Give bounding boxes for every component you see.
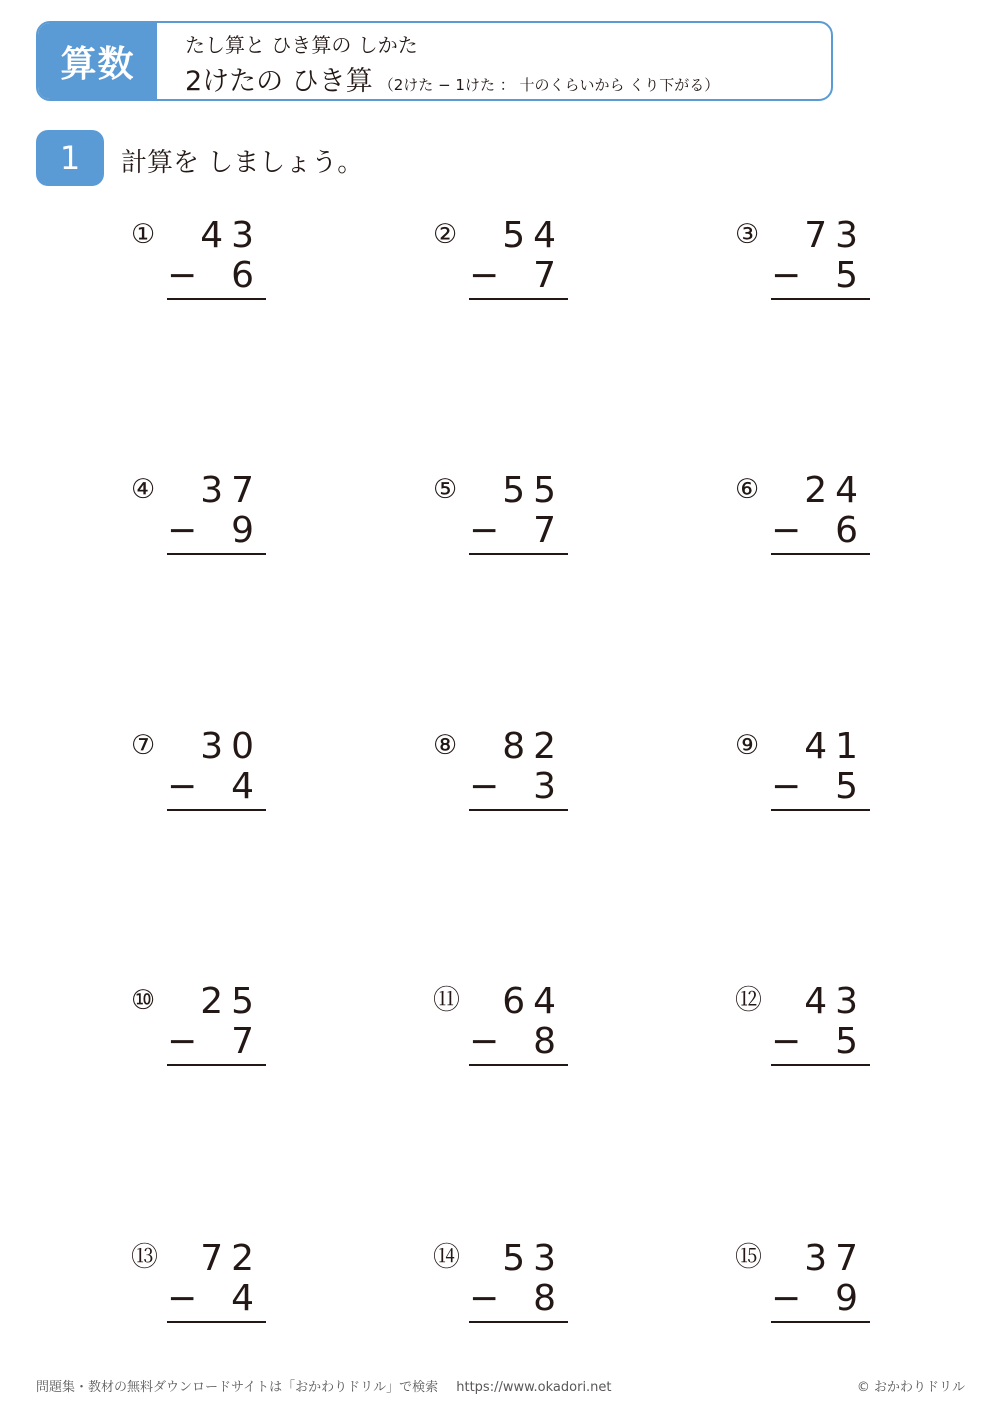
subtraction-problem	[735, 217, 915, 307]
minus-sign: −	[469, 1021, 500, 1062]
minus-sign: −	[771, 510, 802, 551]
subtraction-problem	[735, 472, 915, 562]
subtrahend: 5	[835, 255, 866, 296]
answer-line	[469, 809, 568, 811]
subtrahend: 3	[533, 766, 564, 807]
problem-number: ⑨	[735, 730, 760, 761]
subtrahend: 4	[231, 1278, 262, 1319]
subtraction-problem	[735, 728, 915, 818]
answer-line	[167, 1064, 266, 1066]
problem-number: ⑩	[131, 985, 156, 1016]
subtrahend: 5	[835, 766, 866, 807]
subtraction-problem	[433, 728, 613, 818]
problem-number: ⑭	[433, 1242, 460, 1273]
subject-label: 算数	[38, 23, 157, 99]
footer-url-link[interactable]: https://www.okadori.net	[456, 1380, 612, 1395]
minus-sign: −	[167, 766, 198, 807]
subtrahend: 5	[835, 1021, 866, 1062]
worksheet-header	[36, 21, 833, 101]
minuend: 55	[502, 470, 564, 511]
minus-sign: −	[771, 1278, 802, 1319]
subtraction-problem	[131, 983, 311, 1073]
problem-number: ⑬	[131, 1242, 158, 1273]
minuend: 37	[804, 1238, 866, 1279]
footer-copyright: © おかわりドリル	[856, 1380, 965, 1395]
minuend: 30	[200, 726, 262, 767]
answer-line	[771, 1321, 870, 1323]
answer-line	[469, 298, 568, 300]
subtraction-problem	[735, 983, 915, 1073]
subtraction-problem	[131, 217, 311, 307]
subtraction-problem	[131, 1240, 311, 1330]
minuend: 25	[200, 981, 262, 1022]
minus-sign: −	[167, 255, 198, 296]
minuend: 73	[804, 215, 866, 256]
subtrahend: 6	[835, 510, 866, 551]
answer-line	[771, 809, 870, 811]
subtraction-problem	[433, 217, 613, 307]
minuend: 54	[502, 215, 564, 256]
worksheet-subtitle: たし算と ひき算の しかた	[185, 33, 418, 57]
subtraction-problem	[433, 472, 613, 562]
minus-sign: −	[469, 510, 500, 551]
minuend: 64	[502, 981, 564, 1022]
answer-line	[771, 298, 870, 300]
section-instruction: 計算を しましょう。	[121, 148, 364, 178]
answer-line	[167, 809, 266, 811]
minuend: 43	[200, 215, 262, 256]
answer-line	[469, 553, 568, 555]
footer-note	[36, 1376, 612, 1395]
subtrahend: 6	[231, 255, 262, 296]
subtraction-problem	[433, 983, 613, 1073]
minus-sign: −	[469, 255, 500, 296]
problem-number: ⑥	[735, 474, 760, 505]
answer-line	[167, 553, 266, 555]
worksheet-title-detail: （2けた − 1けた ： 十のくらいから くり下がる）	[378, 76, 720, 94]
answer-line	[771, 553, 870, 555]
problem-number: ⑧	[433, 730, 458, 761]
subtraction-problem	[735, 1240, 915, 1330]
minus-sign: −	[167, 1278, 198, 1319]
minuend: 37	[200, 470, 262, 511]
subtrahend: 4	[231, 766, 262, 807]
subtrahend: 7	[533, 255, 564, 296]
section-number-badge: 1	[36, 130, 104, 186]
minus-sign: −	[167, 510, 198, 551]
subtraction-problem	[131, 472, 311, 562]
minus-sign: −	[771, 1021, 802, 1062]
problem-number: ⑮	[735, 1242, 762, 1273]
problem-number: ③	[735, 219, 760, 250]
minus-sign: −	[771, 766, 802, 807]
problem-number: ⑫	[735, 985, 762, 1016]
problem-number: ②	[433, 219, 458, 250]
answer-line	[167, 298, 266, 300]
minuend: 43	[804, 981, 866, 1022]
footer-text: 問題集・教材の無料ダウンロードサイトは「おかわりドリル」で検索	[36, 1380, 439, 1395]
subtrahend: 8	[533, 1278, 564, 1319]
problem-number: ⑦	[131, 730, 156, 761]
minus-sign: −	[469, 1278, 500, 1319]
problem-number: ⑤	[433, 474, 458, 505]
worksheet-title-line	[185, 59, 719, 98]
minuend: 41	[804, 726, 866, 767]
subtrahend: 7	[231, 1021, 262, 1062]
answer-line	[469, 1321, 568, 1323]
problem-number: ①	[131, 219, 156, 250]
minuend: 82	[502, 726, 564, 767]
answer-line	[167, 1321, 266, 1323]
minus-sign: −	[771, 255, 802, 296]
subtrahend: 9	[835, 1278, 866, 1319]
subtraction-problem	[131, 728, 311, 818]
minus-sign: −	[167, 1021, 198, 1062]
answer-line	[771, 1064, 870, 1066]
minuend: 72	[200, 1238, 262, 1279]
worksheet-title: 2けたの ひき算	[185, 66, 373, 97]
problem-number: ④	[131, 474, 156, 505]
minuend: 53	[502, 1238, 564, 1279]
subtrahend: 9	[231, 510, 262, 551]
subtrahend: 7	[533, 510, 564, 551]
problem-number: ⑪	[433, 985, 460, 1016]
minus-sign: −	[469, 766, 500, 807]
minuend: 24	[804, 470, 866, 511]
answer-line	[469, 1064, 568, 1066]
subtraction-problem	[433, 1240, 613, 1330]
subtrahend: 8	[533, 1021, 564, 1062]
